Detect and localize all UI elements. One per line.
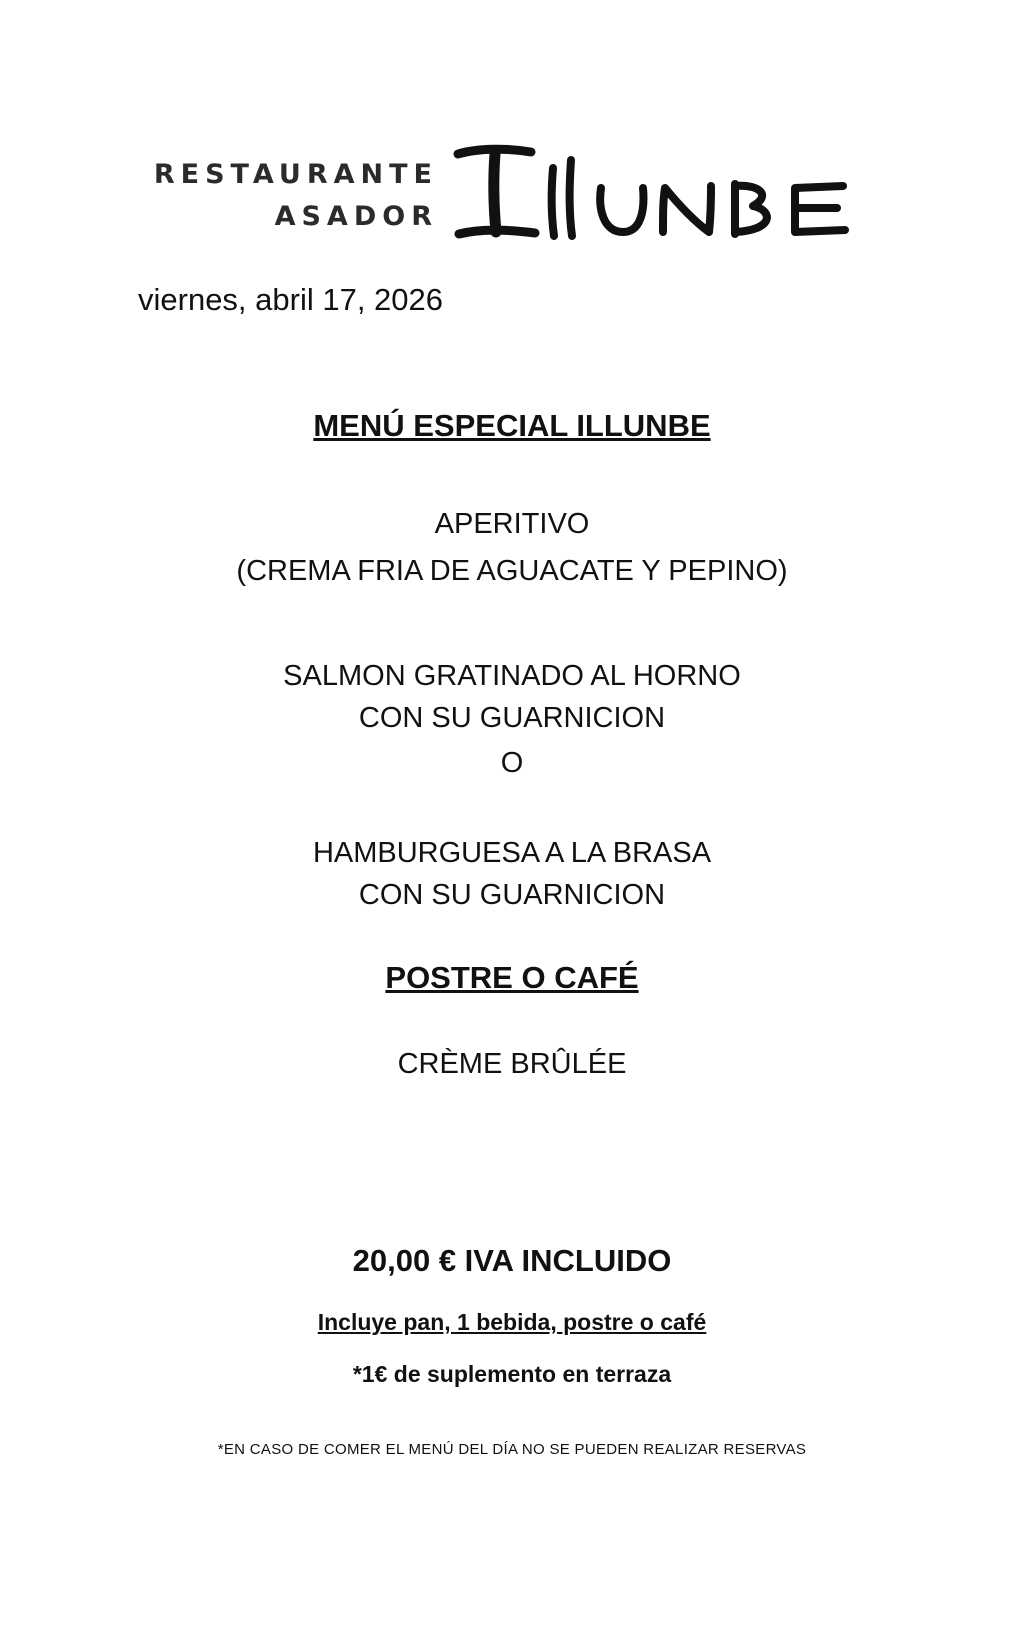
menu-price: 20,00 € IVA INCLUIDO bbox=[352, 1243, 672, 1278]
aperitivo-description: (CREMA FRIA DE AGUACATE Y PEPINO) bbox=[236, 555, 788, 587]
terrace-supplement: *1€ de suplemento en terraza bbox=[352, 1361, 672, 1387]
menu-title: MENÚ ESPECIAL ILLUNBE bbox=[313, 408, 711, 443]
logo-line-restaurante: RESTAURANTE bbox=[153, 159, 438, 190]
main-course-1-line-1: SALMON GRATINADO AL HORNO bbox=[283, 660, 741, 692]
main-course-2-line-2: CON SU GUARNICION bbox=[358, 879, 666, 911]
logo-text bbox=[148, 154, 438, 238]
illunbe-brand-mark bbox=[453, 140, 858, 250]
aperitivo-label: APERITIVO bbox=[434, 508, 590, 540]
restaurant-logo bbox=[148, 140, 858, 260]
option-separator: O bbox=[500, 747, 524, 779]
main-course-2-line-1: HAMBURGUESA A LA BRASA bbox=[312, 837, 712, 869]
reservation-note: *EN CASO DE COMER EL MENÚ DEL DÍA NO SE PUEDEN REALIZAR RESERVAS bbox=[217, 1441, 807, 1458]
logo-line-asador: ASADOR bbox=[274, 201, 438, 232]
main-course-1-line-2: CON SU GUARNICION bbox=[358, 702, 666, 734]
dessert-title: POSTRE O CAFÉ bbox=[385, 960, 639, 995]
menu-date: viernes, abril 17, 2026 bbox=[138, 282, 444, 317]
dessert-item: CRÈME BRÛLÉE bbox=[397, 1048, 627, 1080]
price-includes: Incluye pan, 1 bebida, postre o café bbox=[317, 1309, 707, 1335]
